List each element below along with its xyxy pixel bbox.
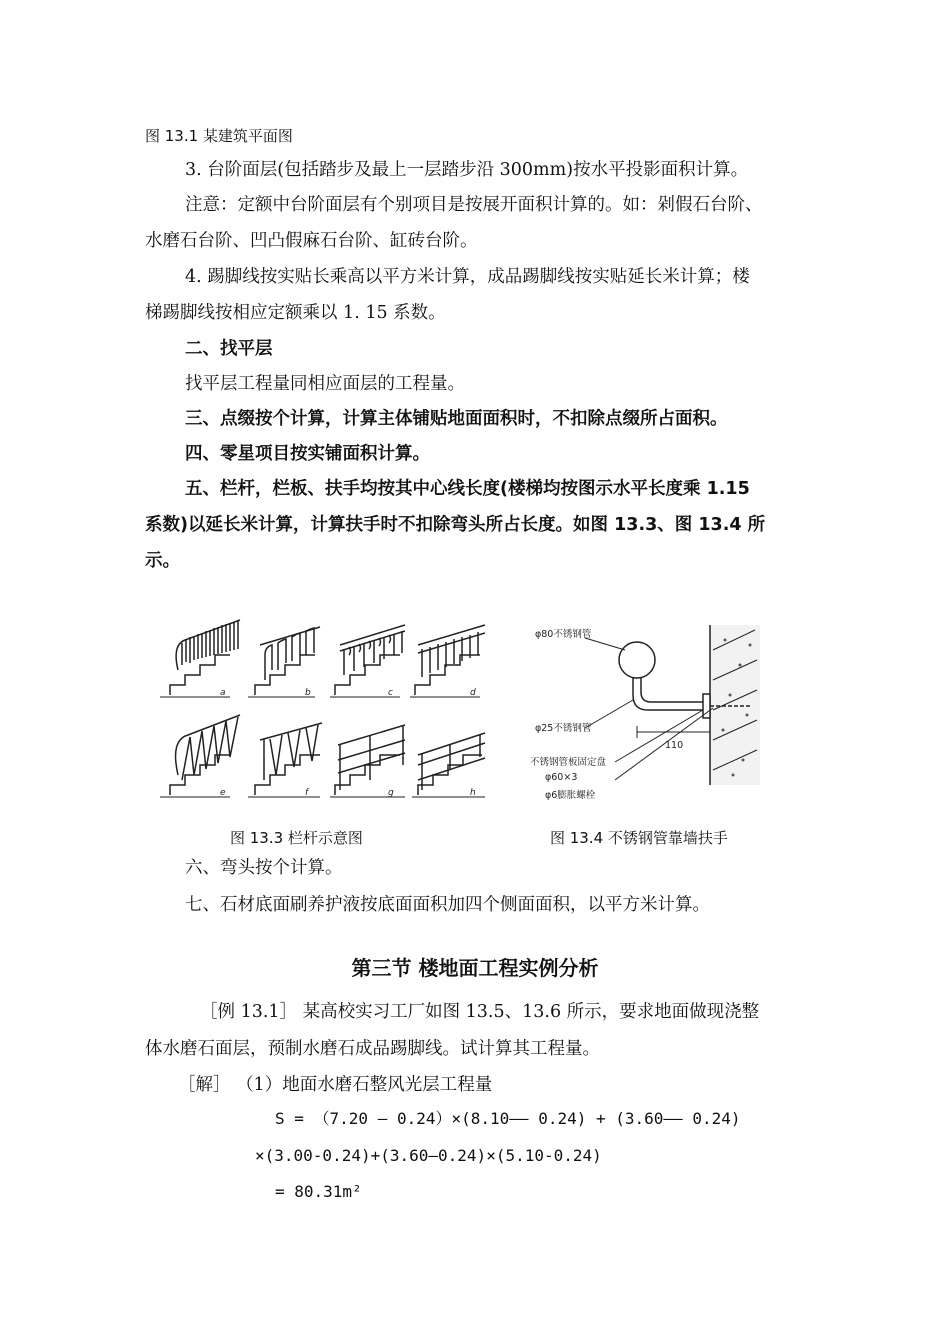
label-f: f — [305, 788, 309, 798]
label-plate-size: φ60×3 — [545, 772, 578, 783]
label-phi80-tube: φ80不锈钢管 — [535, 629, 592, 640]
rule-4-line-2: 梯踢脚线按相应定额乘以 1. 15 系数。 — [145, 303, 446, 323]
formula-line-1: S = （7.20 – 0.24）×(8.10–– 0.24) + (3.60–– 0.24) — [275, 1109, 741, 1128]
section-4-text: 四、零星项目按实铺面积计算。 — [185, 444, 430, 464]
label-e: e — [220, 788, 226, 798]
figure-13-3-railings — [160, 615, 490, 815]
section-5-line-1: 五、栏杆，栏板、扶手均按其中心线长度(楼梯均按图示水平长度乘 1.15 — [185, 479, 750, 499]
section-2-title: 二、找平层 — [185, 339, 273, 359]
railing-g — [330, 725, 405, 797]
section-6-text: 六、弯头按个计算。 — [185, 858, 343, 878]
railing-f — [248, 723, 322, 797]
railing-a — [160, 620, 240, 697]
label-d: d — [470, 688, 476, 698]
rule-3-note-line-1: 注意：定额中台阶面层有个别项目是按展开面积计算的。如：剁假石台阶、 — [185, 195, 763, 215]
railing-e — [160, 715, 240, 797]
figure-13-1-caption: 图 13.1 某建筑平面图 — [145, 127, 293, 145]
section-7-text: 七、石材底面刷养护液按底面面积加四个侧面面积，以平方米计算。 — [185, 895, 710, 915]
section-3-text: 三、点缀按个计算，计算主体铺贴地面面积时，不扣除点缀所占面积。 — [185, 409, 728, 429]
railing-b — [248, 627, 320, 697]
rule-4-line-1: 4. 踢脚线按实贴长乘高以平方米计算，成品踢脚线按实贴延长米计算；楼 — [185, 267, 750, 287]
figure-13-4-caption: 图 13.4 不锈钢管靠墙扶手 — [550, 829, 728, 847]
label-b: b — [305, 688, 311, 698]
label-expansion-bolt: φ6膨胀螺栓 — [545, 790, 596, 801]
label-c: c — [388, 688, 393, 698]
railing-d — [410, 625, 485, 697]
solution-heading: ［解］ （1）地面水磨石整风光层工程量 — [178, 1075, 493, 1095]
section-heading-3: 第三节 楼地面工程实例分析 — [351, 956, 599, 980]
example-line-2: 体水磨石面层，预制水磨石成品踢脚线。试计算其工程量。 — [145, 1039, 600, 1059]
section-5-line-3: 示。 — [145, 551, 180, 571]
figure-13-4-wall-handrail — [525, 620, 765, 820]
railing-c — [330, 625, 405, 697]
label-dimension-110: 110 — [665, 740, 684, 751]
rule-3-text: 3. 台阶面层(包括踏步及最上一层踏步沿 300mm)按水平投影面积计算。 — [185, 160, 749, 180]
section-2-text: 找平层工程量同相应面层的工程量。 — [185, 374, 465, 394]
formula-line-2: ×(3.00-0.24)+(3.60–0.24)×(5.10-0.24) — [255, 1146, 602, 1165]
label-fixing-plate: 不锈钢管板固定盘 — [530, 757, 607, 768]
figure-13-3-caption: 图 13.3 栏杆示意图 — [230, 829, 363, 847]
example-line-1: ［例 13.1］ 某高校实习工厂如图 13.5、13.6 所示，要求地面做现浇整 — [200, 1002, 760, 1022]
section-5-line-2: 系数)以延长米计算，计算扶手时不扣除弯头所占长度。如图 13.3、图 13.4 所 — [145, 515, 766, 535]
label-h: h — [470, 788, 476, 798]
rule-3-note-line-2: 水磨石台阶、凹凸假麻石台阶、缸砖台阶。 — [145, 231, 478, 251]
label-phi25-tube: φ25不锈钢管 — [535, 723, 592, 734]
label-a: a — [220, 688, 226, 698]
formula-result: = 80.31m² — [275, 1182, 362, 1201]
label-g: g — [388, 788, 394, 798]
